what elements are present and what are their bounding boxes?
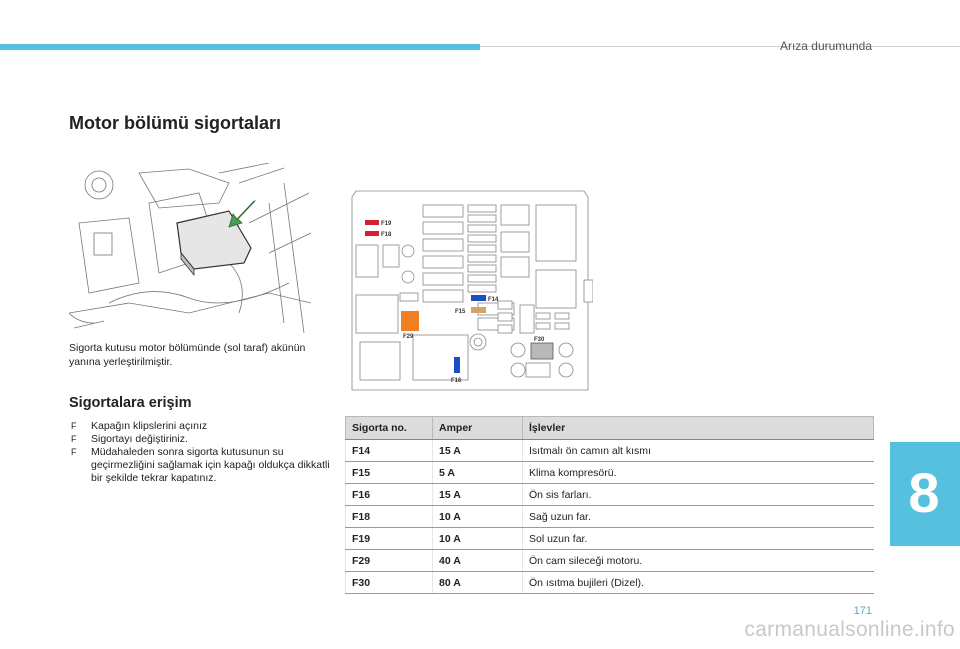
- watermark: carmanualsonline.info: [744, 618, 955, 641]
- section-title: Arıza durumunda: [779, 39, 872, 53]
- fuse-table: [345, 416, 874, 594]
- list-item: F Kapağın klipslerini açınız: [71, 420, 208, 432]
- fuse-f19: [365, 220, 379, 225]
- fuse-f18: [365, 231, 379, 236]
- fuse-f14: [471, 295, 486, 301]
- fuse-box-diagram: [348, 185, 593, 395]
- fuse-f15: [471, 307, 486, 313]
- fuse-function: Sol uzun far.: [523, 528, 874, 550]
- list-item: F Sigortayı değiştiriniz.: [71, 433, 188, 445]
- engine-compartment-illustration: [69, 163, 311, 333]
- fuse-function: Isıtmalı ön camın alt kısmı: [523, 440, 874, 462]
- bullet-icon: F: [71, 421, 77, 431]
- fuse-amperage: 5 A: [433, 462, 523, 484]
- fuse-number: F16: [346, 484, 433, 506]
- table-row: [346, 572, 874, 594]
- fuse-f30: [531, 343, 553, 359]
- column-header: İşlevler: [523, 417, 874, 440]
- fuse-amperage: 10 A: [433, 506, 523, 528]
- fuse-number: F19: [346, 528, 433, 550]
- label-f18: F18: [381, 232, 392, 238]
- bullet-icon: F: [71, 447, 77, 457]
- fuse-function: Ön sis farları.: [523, 484, 874, 506]
- column-header: Sigorta no.: [346, 417, 433, 440]
- table-row: [346, 484, 874, 506]
- fuse-number: F30: [346, 572, 433, 594]
- table-row: [346, 528, 874, 550]
- fuse-function: Ön ısıtma bujileri (Dizel).: [523, 572, 874, 594]
- fuse-number: F15: [346, 462, 433, 484]
- fuse-number: F29: [346, 550, 433, 572]
- photo-caption: Sigorta kutusu motor bölümünde (sol taraf) akünün yanına yerleştirilmiştir.: [69, 342, 306, 368]
- fuse-amperage: 15 A: [433, 484, 523, 506]
- header-accent-bar: [0, 44, 480, 50]
- bullet-icon: F: [71, 434, 77, 444]
- table-row: [346, 506, 874, 528]
- fuse-function: Ön cam sileceği motoru.: [523, 550, 874, 572]
- header-rule: [480, 46, 960, 47]
- fuse-function: Klima kompresörü.: [523, 462, 874, 484]
- fuse-f16: [454, 357, 460, 373]
- access-heading: Sigortalara erişim: [69, 395, 192, 411]
- fuse-amperage: 15 A: [433, 440, 523, 462]
- fuse-amperage: 80 A: [433, 572, 523, 594]
- table-header-row: [346, 417, 874, 440]
- page-number: 171: [853, 605, 872, 617]
- label-f14: F14: [488, 297, 499, 303]
- page-title: Motor bölümü sigortaları: [69, 113, 282, 133]
- label-f30: F30: [534, 337, 545, 343]
- fuse-number: F14: [346, 440, 433, 462]
- column-header: Amper: [433, 417, 523, 440]
- table-row: [346, 550, 874, 572]
- arrow-icon: [229, 201, 255, 227]
- fuse-amperage: 40 A: [433, 550, 523, 572]
- chapter-number: 8: [908, 461, 940, 524]
- fuse-amperage: 10 A: [433, 528, 523, 550]
- label-f16: F16: [451, 378, 462, 384]
- label-f19: F19: [381, 221, 392, 227]
- label-f15: F15: [455, 309, 466, 315]
- list-item: F Müdahaleden sonra sigorta kutusunun su geçirmezliğini sağlamak için kapağı oldukça dikkatli bir şekilde tekrar kapatınız.: [71, 446, 330, 484]
- fuse-function: Sağ uzun far.: [523, 506, 874, 528]
- table-row: [346, 462, 874, 484]
- fuse-f29: [401, 311, 419, 331]
- table-row: [346, 440, 874, 462]
- steps-list: [69, 420, 339, 485]
- label-f29: F29: [403, 334, 414, 340]
- fuse-number: F18: [346, 506, 433, 528]
